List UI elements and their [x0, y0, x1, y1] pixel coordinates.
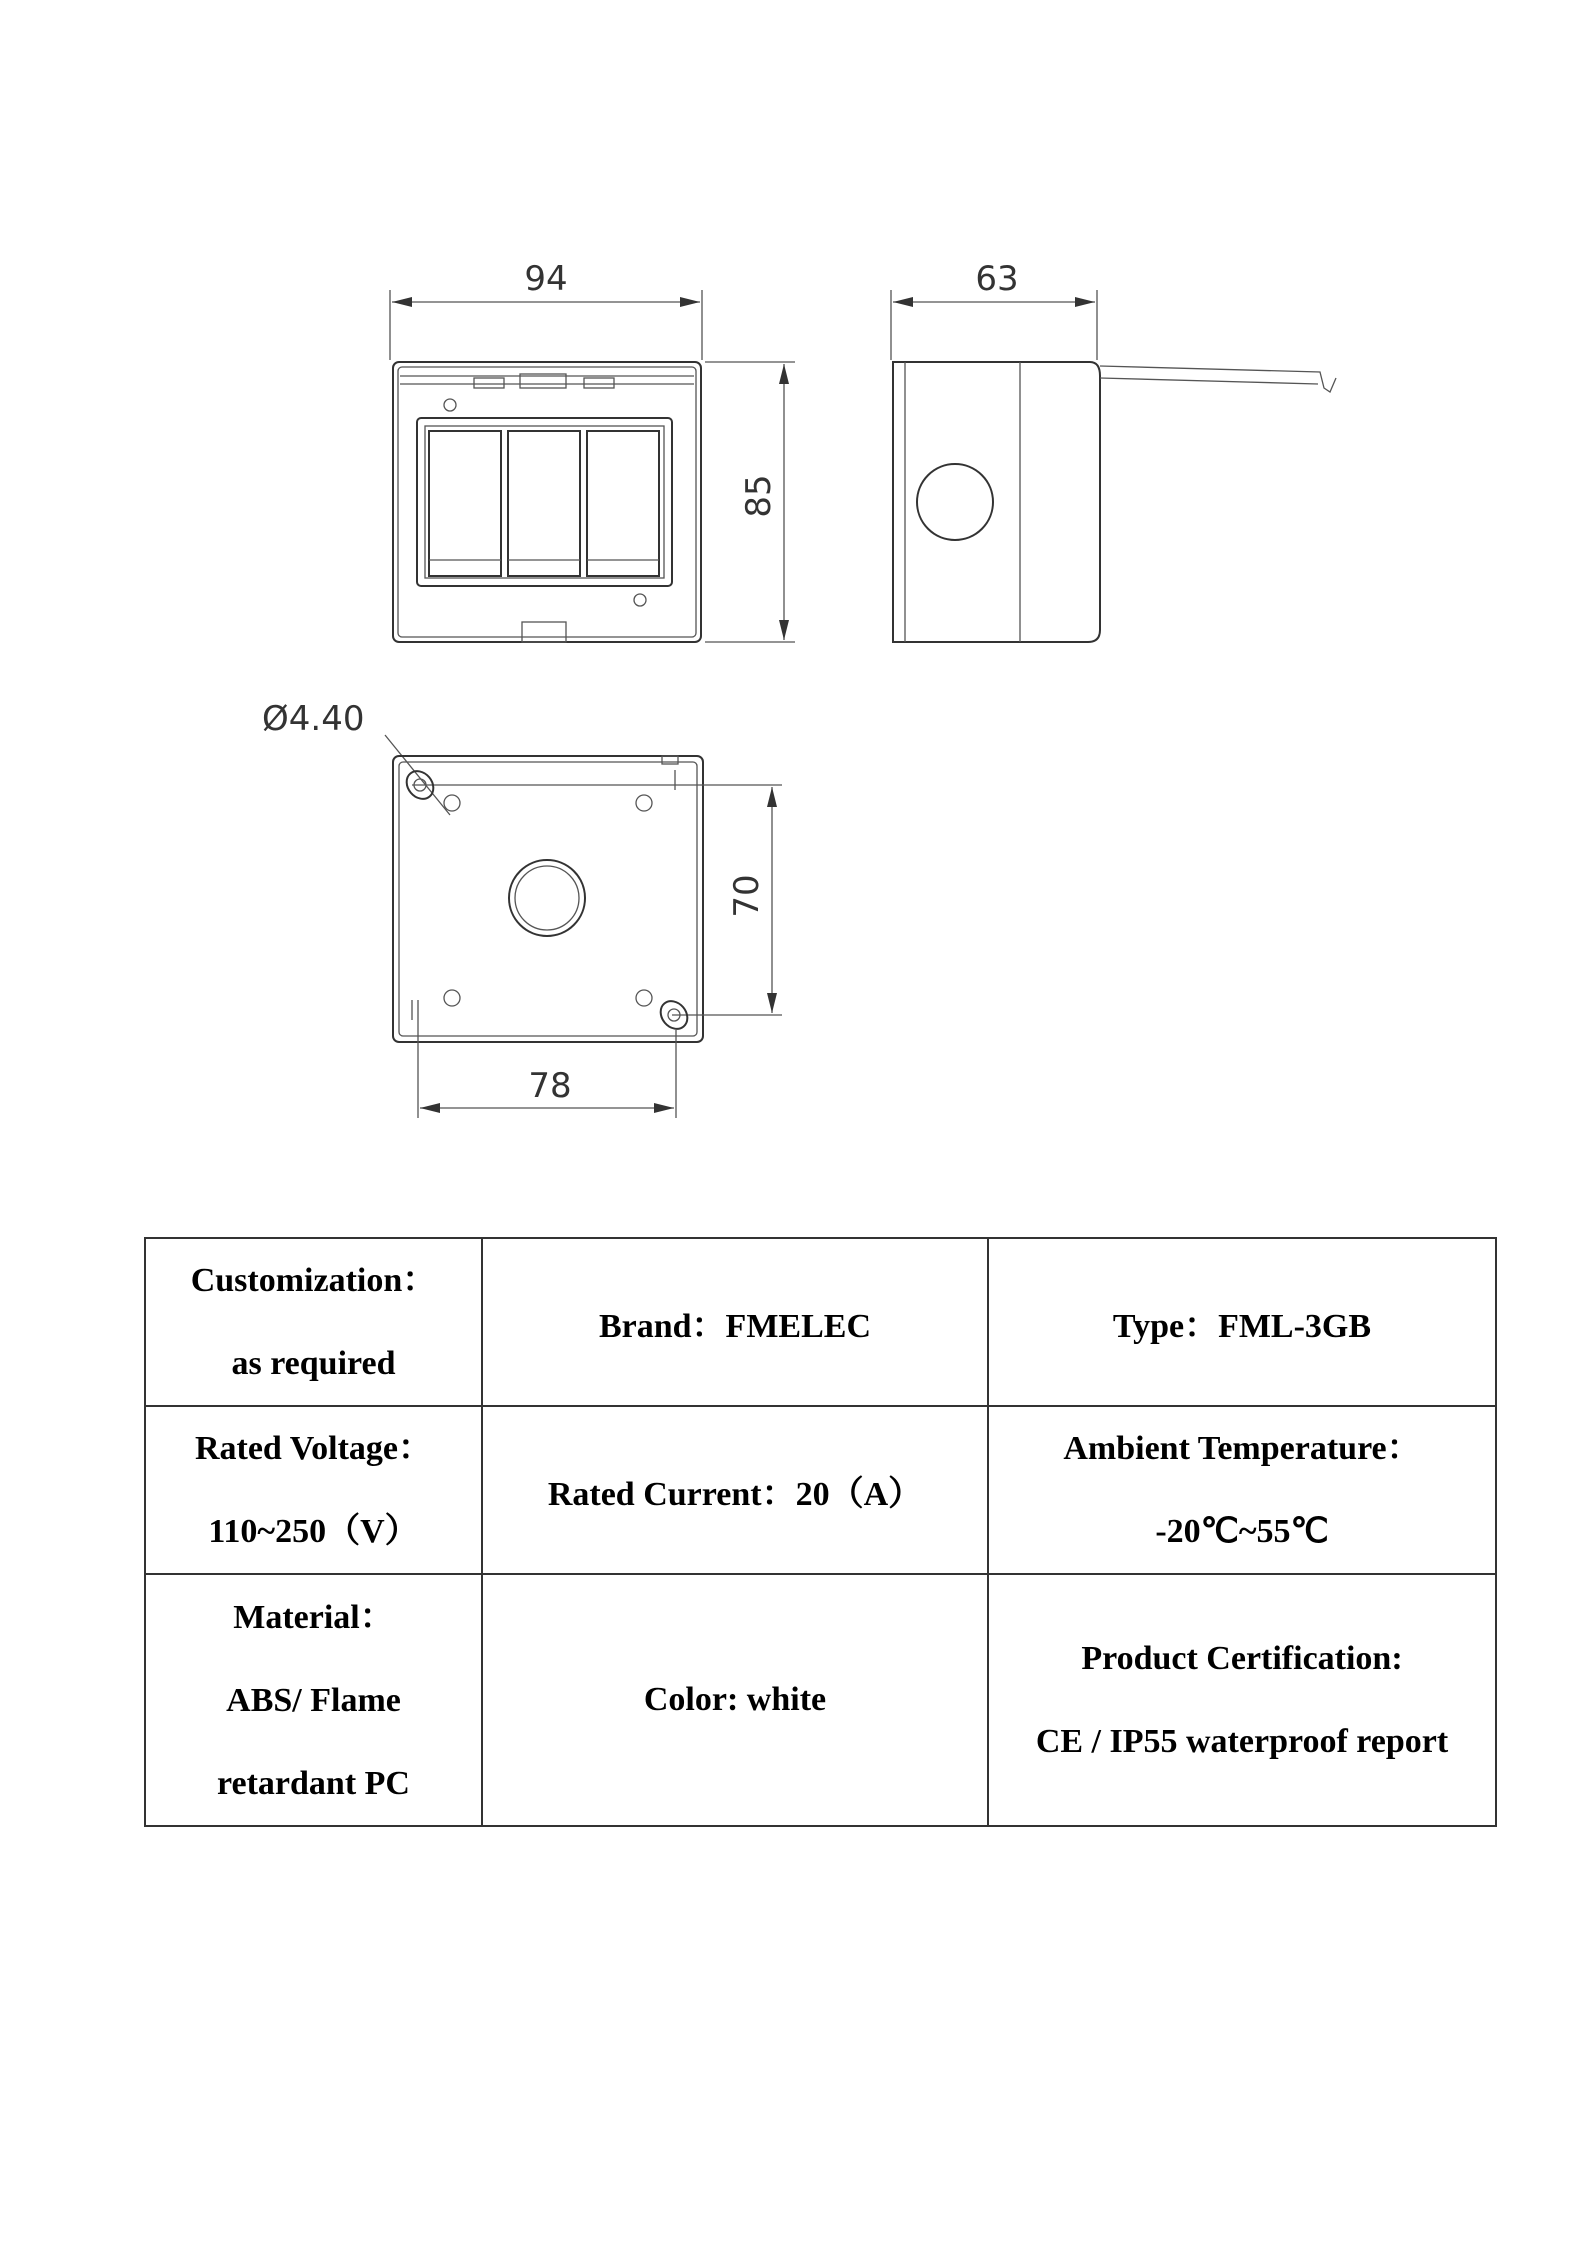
current-cell [482, 1406, 988, 1574]
material-line3: retardant PC [217, 1764, 410, 1802]
certification-cell [988, 1574, 1496, 1826]
mount-width-label: 78 [528, 1066, 572, 1106]
voltage-value: 110~250（V） [208, 1513, 419, 1550]
front-view [390, 259, 795, 642]
hole-diameter-label: Ø4.40 [262, 699, 365, 739]
voltage-cell [145, 1406, 482, 1574]
temperature-cell [988, 1406, 1496, 1574]
voltage-label: Rated Voltage： [194, 1430, 433, 1467]
mounting-view [262, 699, 782, 1118]
certification-value: CE / IP55 waterproof report [1035, 1723, 1449, 1760]
type-cell [988, 1238, 1496, 1406]
side-view [891, 259, 1336, 642]
customization-value: as required [231, 1345, 396, 1382]
type-value: Type：FML-3GB [1112, 1307, 1372, 1345]
front-width-label: 94 [524, 259, 568, 299]
temperature-value: -20℃~55℃ [1155, 1513, 1329, 1550]
side-depth-label: 63 [975, 259, 1019, 299]
mount-height-label: 70 [727, 874, 767, 918]
temperature-label: Ambient Temperature： [1063, 1430, 1421, 1467]
table-row [145, 1238, 1496, 1406]
material-line2: ABS/ Flame [226, 1681, 401, 1719]
table-row [145, 1574, 1496, 1826]
material-cell [145, 1574, 482, 1826]
customization-cell [145, 1238, 482, 1406]
table-row [145, 1406, 1496, 1574]
specification-table [144, 1237, 1497, 1827]
brand-cell [482, 1238, 988, 1406]
current-value: Rated Current：20（A） [547, 1475, 923, 1513]
certification-label: Product Certification: [1081, 1640, 1403, 1677]
material-label: Material： [233, 1598, 394, 1636]
front-height-label: 85 [739, 474, 779, 518]
color-value: Color: white [643, 1681, 827, 1718]
customization-label: Customization： [190, 1262, 437, 1299]
color-cell [482, 1574, 988, 1826]
brand-value: Brand：FMELEC [598, 1307, 872, 1345]
